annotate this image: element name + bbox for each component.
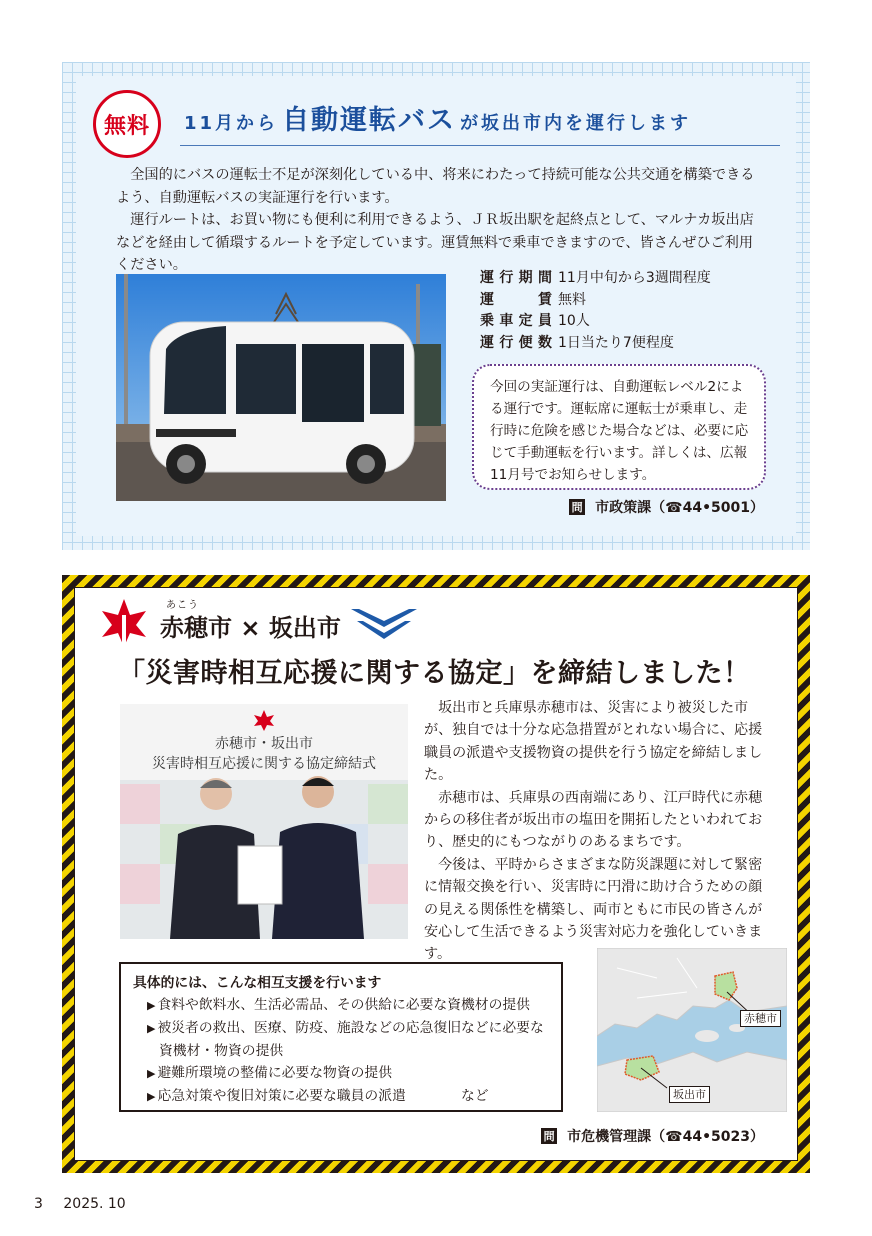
title-part-3: が坂出市内を運行します (460, 113, 692, 134)
bus-info-table (480, 268, 711, 354)
support-item (141, 994, 551, 1017)
inquiry-mark: 問 (541, 1128, 557, 1144)
agreement-contact (541, 1126, 764, 1146)
support-item (141, 1017, 551, 1062)
info-key: 乗車定員 (480, 313, 552, 329)
agreement-paragraph: 赤穂市は、兵庫県の西南端にあり、江戸時代に赤穂からの移住者が坂出市の塩田を開拓したといわれており、歴史的にもつながりのあるまちです。 (424, 789, 763, 851)
agreement-paragraph: 坂出市と兵庫県赤穂市は、災害により被災した市が、独自では十分な応急措置がとれない場合に、応援職員の派遣や支援物資の提供を行う協定を締結しました。 (424, 700, 763, 784)
triangle-bullet-icon: ▶ (147, 1067, 156, 1080)
banner-line-1: 赤穂市・坂出市 (215, 736, 313, 752)
inquiry-mark: 問 (569, 499, 585, 515)
agreement-body (424, 697, 774, 966)
location-map (597, 948, 787, 1112)
sakaide-city-emblem-icon (349, 605, 419, 643)
info-row (480, 268, 711, 290)
support-item (141, 1085, 551, 1108)
info-key: 運賃 (480, 291, 552, 308)
banner-line-2: 災害時相互応援に関する協定締結式 (152, 756, 376, 772)
ceremony-illustration (120, 704, 408, 939)
ako-ruby: あこう (166, 600, 199, 611)
bus-contact-text: 市政策課（☎44•5001） (595, 500, 764, 516)
info-row (480, 290, 711, 312)
mutual-support-box (119, 962, 563, 1112)
bus-article-body (116, 164, 766, 277)
info-value: 1日当たり7便程度 (558, 334, 674, 351)
info-key: 運行期間 (480, 270, 552, 286)
page-footer (34, 1196, 142, 1212)
info-value: 11月中旬から3週間程度 (558, 270, 711, 286)
agreement-contact-text: 市危機管理課（☎44•5023） (567, 1129, 764, 1145)
bus-illustration (116, 274, 446, 501)
info-row (480, 333, 711, 355)
triangle-bullet-icon: ▶ (147, 1022, 156, 1035)
info-value: 無料 (558, 291, 586, 308)
free-badge: 無料 (93, 90, 161, 158)
support-item-text: 被災者の救出、医療、防疫、施設などの応急復旧などに必要な資機材・物資の提供 (157, 1020, 544, 1059)
title-part-1: 11月から (184, 113, 279, 134)
support-item (141, 1062, 551, 1085)
autonomous-bus-photo (116, 274, 446, 501)
info-key: 運行便数 (480, 334, 552, 351)
triangle-bullet-icon: ▶ (147, 999, 156, 1012)
map-label-sakaide: 坂出市 (669, 1086, 710, 1103)
agreement-paragraph: 今後は、平時からさまざまな防災課題に対して緊密に情報交換を行い、災害時に円滑に助け合うための顔の見える関係性を構築し、両市ともに市民の皆さんが安心して生活できるよう災害対応力を強化していきます。 (424, 856, 763, 963)
support-heading: 具体的には、こんな相互支援を行います (133, 975, 382, 991)
page-number: 3 (34, 1196, 43, 1212)
bus-paragraph: 全国的にバスの運転士不足が深刻化している中、将来にわたって持続可能な公共交通を構築できるよう、自動運転バスの実証運行を行います。 (116, 167, 755, 206)
issue-date: 2025. 10 (63, 1196, 126, 1212)
map-label-ako: 赤穂市 (740, 1010, 781, 1027)
support-item-text: 応急対策や復旧対策に必要な職員の派遣 など (157, 1088, 489, 1104)
title-part-2: 自動運転バス (282, 105, 457, 136)
bus-article-title (180, 98, 780, 138)
city-names: 赤穂市 × 坂出市 (160, 614, 341, 642)
bus-paragraph: 運行ルートは、お買い物にも便利に利用できるよう、ＪＲ坂出駅を起終点として、マルナカ坂出店などを経由して循環するルートを予定しています。運賃無料で乗車できますので、皆さんぜひご利用ください。 (116, 212, 754, 273)
support-item-text: 食料や飲料水、生活必需品、その供給に必要な資機材の提供 (157, 997, 530, 1013)
bus-contact (569, 497, 764, 517)
signing-ceremony-photo (120, 704, 408, 939)
info-row (480, 311, 711, 333)
triangle-bullet-icon: ▶ (147, 1090, 156, 1103)
ako-city-emblem-icon (100, 597, 148, 649)
title-underline (180, 145, 780, 146)
info-value: 10人 (558, 313, 590, 329)
support-item-text: 避難所環境の整備に必要な物資の提供 (157, 1065, 393, 1081)
agreement-title: 「災害時相互応援に関する協定」を締結しました！ (118, 658, 751, 689)
level-2-note: 今回の実証運行は、自動運転レベル2による運行です。運転席に運転士が乗車し、走行時に危険を感じた場合などは、必要に応じて手動運転を行います。詳しくは、広報11月号でお知らせします。 (472, 364, 766, 490)
